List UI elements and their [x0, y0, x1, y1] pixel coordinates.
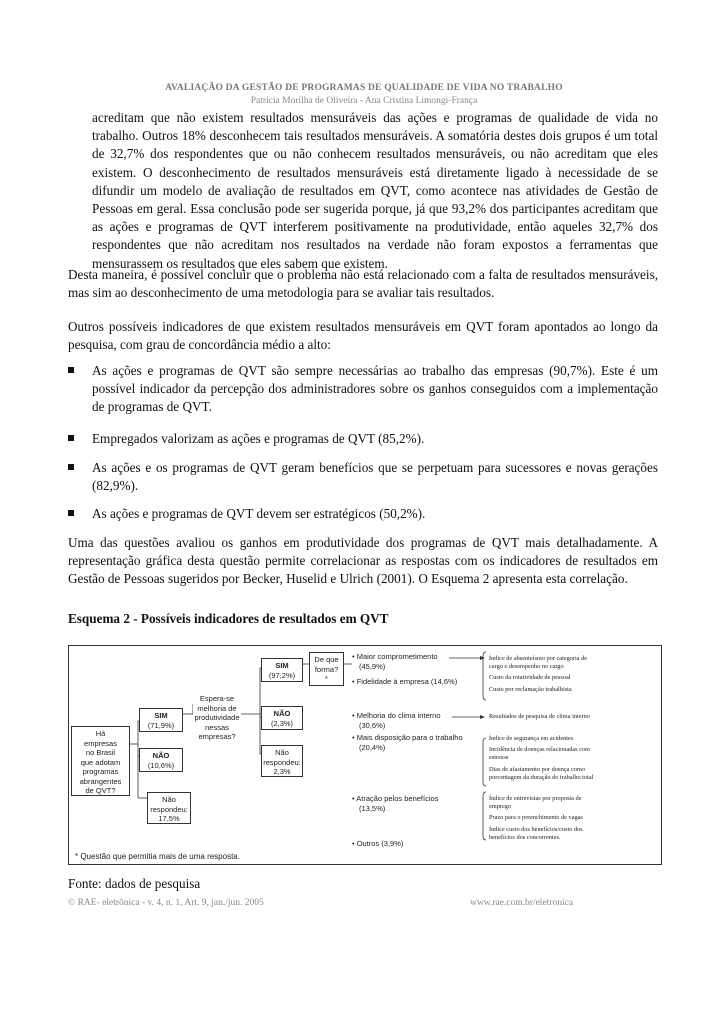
indicator-line: Incidência de doenças relacionadas com — [489, 746, 591, 754]
item-comprometimento: • Maior comprometimento (45,9%) — [352, 652, 438, 671]
item-label: Maior comprometimento — [356, 652, 438, 661]
diagram-footnote: * Questão que permitia mais de uma resposta. — [75, 852, 240, 861]
running-header-title: AVALIAÇÃO DA GESTÃO DE PROGRAMAS DE QUALIDADE DE VIDA NO TRABALHO — [165, 83, 563, 93]
answer-nao-1 — [139, 748, 183, 772]
item-disposicao: • Mais disposição para o trabalho (20,4%) — [352, 733, 463, 752]
item-clima: • Melhoria do clima interno (30,6%) — [352, 711, 441, 730]
item-label: Mais disposição para o trabalho — [356, 733, 463, 742]
figure-caption: Esquema 2 - Possíveis indicadores de resultados em QVT — [68, 611, 389, 626]
indicator-line: Índice custo dos benefícios/custo dos — [489, 825, 583, 833]
question-line: * — [325, 674, 328, 683]
indicator-line: Prazo para o preenchimento de vagas — [489, 814, 583, 822]
item-percent: (30,6%) — [359, 720, 386, 730]
item-percent: (20,4%) — [359, 742, 386, 752]
bullet-square-icon — [68, 510, 74, 516]
question-how — [309, 652, 344, 686]
item-label: Melhoria do clima interno — [356, 711, 441, 720]
item-label: Outros (3,9%) — [356, 839, 404, 848]
answer-line: 2,3% — [273, 767, 291, 776]
bullet-item — [68, 362, 658, 417]
indicator-group-4 — [489, 795, 583, 842]
indicator-line: estresse — [489, 754, 509, 762]
bullet-text: Empregados valorizam as ações e programas de QVT (85,2%). — [92, 431, 425, 446]
indicator-line: emprego — [489, 803, 512, 811]
indicator-line: Resultados de pesquisa de clima interno — [489, 713, 590, 720]
bullet-square-icon — [68, 464, 74, 470]
answer-line: Não — [275, 748, 289, 757]
question-line: forma? — [314, 664, 339, 674]
paragraph-indicators-intro: Outros possíveis indicadores de que existem resultados mensuráveis em QVT foram apontados ao longo da pesquisa, com grau de concordância médio a alto: — [68, 319, 658, 353]
answer-percent: (71,9%) — [147, 720, 175, 730]
indicator-line: Custo da rotatividade de pessoal — [489, 674, 571, 682]
bullet-text: As ações e programas de QVT são sempre necessárias ao trabalho das empresas (90,7%). Este é um possível indicador da percepção dos administradores sobre os ganhos conseguidos com a implementação de programas de QVT. — [92, 363, 658, 415]
root-line: no Brasil — [85, 748, 116, 757]
question-line: De que — [314, 655, 339, 664]
block-quote: acreditam que não existem resultados mensuráveis das ações e programas de qualidade de vida no trabalho. Outros 18% desconhecem tais resultados mensuráveis. A somatória destes dois grupos é um total de 32,7% dos respondentes que ou não conhecem resultados mensuráveis, ou não acreditam que eles existem. O desconhecimento de resultados mensuráveis está diretamente ligado à necessidade de se difundir um modelo de avaliação de resultados em QVT, como acontece nas atividades de Gestão de Pessoas em geral. Essa conclusão pode ser sugerida porque, já que 93,2% dos participantes acreditam que as ações e programas de QVT interferem positivamente na produtividade, então aqueles 32,7% dos respondentes que não acreditam nos resultados na verdade não foram expostos a ferramentas que mensurassem os resultados que eles sabem que existem. — [92, 110, 658, 271]
paragraph-schema-intro: Uma das questões avaliou os ganhos em produtividade dos programas de QVT mais detalhadamente. A representação gráfica desta questão permite correlacionar as respostas com os indicadores de resultados em Gestão de Pessoas sugeridos por Becker, Huselid e Ulrich (2001). O Esquema 2 apresenta esta correlação. — [68, 535, 658, 587]
item-label: Fidelidade à empresa (14,6%) — [356, 677, 458, 686]
answer-label: NÃO — [273, 709, 291, 718]
root-line: Há — [95, 729, 106, 738]
indicator-line: cargo e desempenho no cargo — [489, 663, 564, 671]
answer-percent: (10,6%) — [147, 760, 175, 770]
bullet-item — [68, 430, 658, 448]
bullet-item — [68, 459, 658, 495]
question-line: nessas — [205, 722, 229, 732]
answer-nr-2 — [261, 745, 303, 777]
indicator-line: Dias de afastamento por doença como — [489, 765, 585, 773]
indicator-group-1 — [489, 655, 587, 694]
item-label: Atração pelos benefícios — [356, 794, 439, 803]
answer-line: 17,5% — [158, 814, 180, 823]
indicator-line: Índice de entrevistas por proposta de — [489, 795, 582, 802]
footer-link[interactable]: www.rae.com.br/eletronica — [470, 898, 574, 908]
indicator-line: Custo por reclamação trabalhista — [489, 685, 572, 693]
answer-line: Não — [162, 795, 176, 804]
bullet-square-icon — [68, 435, 74, 441]
item-fidelidade: • Fidelidade à empresa (14,6%) — [352, 677, 458, 686]
paragraph-conclusion: Desta maneira, é possível concluir que o problema não está relacionado com a falta de resultados mensuráveis, mas sim ao desconhecimento de uma metodologia para se avaliar tais resultados. — [68, 267, 658, 301]
answer-label: SIM — [275, 661, 289, 670]
answer-percent: (97,2%) — [268, 670, 296, 680]
root-line: programas — [82, 767, 119, 776]
answer-percent: (2,3%) — [270, 718, 294, 728]
question-line: Espera-se — [199, 694, 235, 703]
running-header-authors: Patrícia Morilha de Oliveira - Ana Cristina Limongi-França — [250, 96, 478, 106]
bullet-text: As ações e os programas de QVT geram benefícios que se perpetuam para sucessores e novas gerações (82,9%). — [92, 460, 658, 494]
question-line: produtividade — [194, 713, 240, 722]
answer-label: SIM — [154, 711, 168, 720]
answer-sim-1 — [139, 708, 183, 732]
answer-label: NÃO — [152, 751, 170, 760]
indicator-line: porcentagem da duração do trabalho total — [489, 773, 594, 781]
root-line: abrangentes — [79, 776, 122, 786]
schema-diagram — [68, 645, 662, 865]
indicator-group-2 — [489, 713, 590, 721]
bullet-item — [68, 505, 658, 523]
indicator-line: Índice de absenteísmo por categoria de — [489, 655, 588, 662]
figure-source: Fonte: dados de pesquisa — [68, 876, 201, 891]
answer-nao-2 — [261, 706, 303, 730]
question-productivity — [193, 692, 241, 742]
footer-citation: © RAE- eletrônica - v. 4, n. 1, Art. 9, jan./jun. 2005 — [68, 898, 264, 908]
bullet-square-icon — [68, 367, 74, 373]
question-line: empresas? — [198, 732, 236, 741]
root-question-box — [71, 726, 130, 796]
question-line: melhoria de — [197, 703, 237, 713]
answer-line: respondeu: — [263, 757, 301, 767]
root-line: empresas — [84, 738, 117, 748]
item-outros: • Outros (3,9%) — [352, 839, 404, 848]
indicator-line: benefícios dos concorrentes. — [489, 833, 561, 841]
root-line: que adotam — [80, 757, 121, 767]
answer-line: respondeu: — [150, 804, 188, 814]
bullet-text: As ações e programas de QVT devem ser estratégicos (50,2%). — [92, 506, 426, 521]
item-percent: (45,9%) — [359, 661, 386, 671]
item-percent: (13,5%) — [359, 803, 386, 813]
indicator-group-3 — [489, 735, 593, 782]
root-line: de QVT? — [85, 786, 116, 795]
indicator-line: Índice de segurança em acidentes — [489, 735, 574, 742]
answer-nr-1 — [147, 792, 191, 824]
answer-sim-2 — [261, 658, 303, 682]
item-atracao: • Atração pelos benefícios (13,5%) — [352, 794, 439, 813]
